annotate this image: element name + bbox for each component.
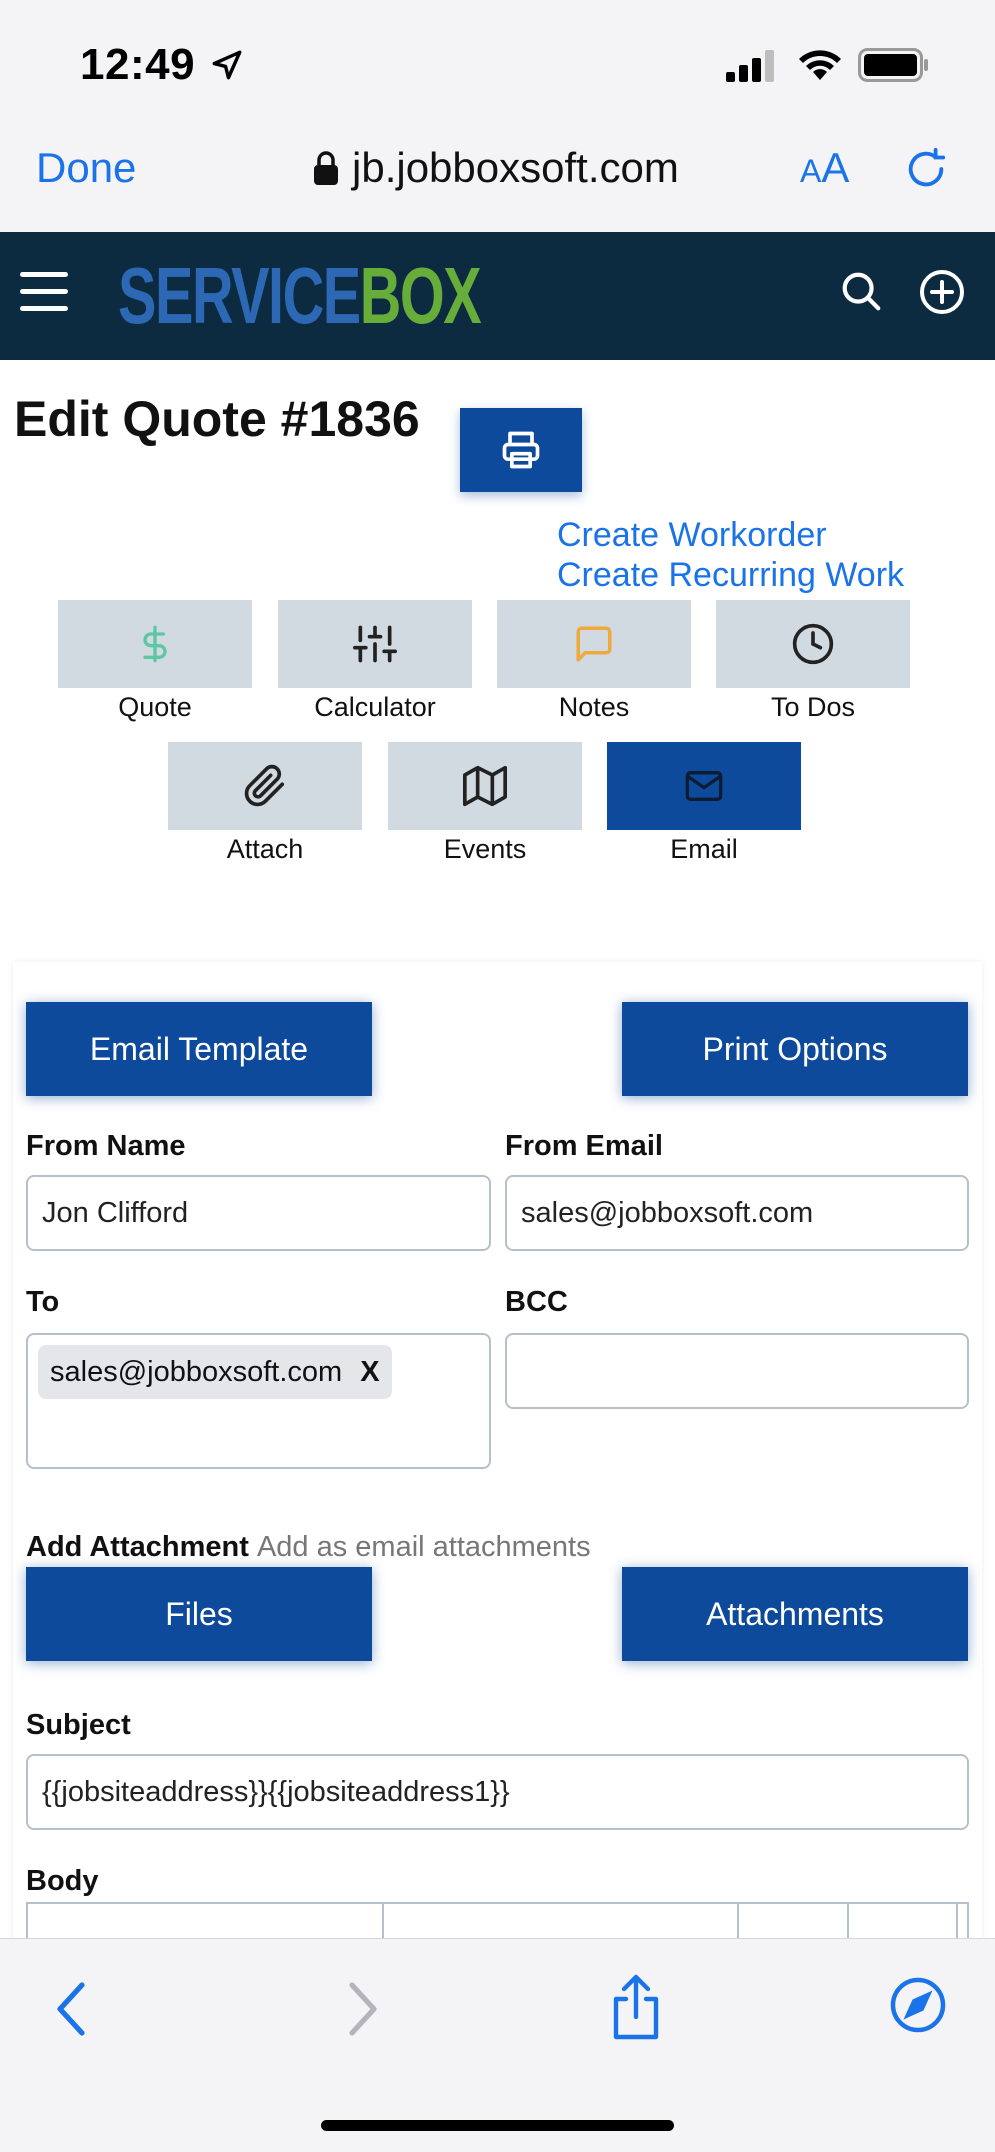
text-size-button[interactable]: AA <box>800 144 850 191</box>
message-square-icon <box>573 623 615 665</box>
bcc-label: BCC <box>505 1286 568 1318</box>
lock-icon <box>312 150 340 186</box>
back-icon[interactable] <box>52 1979 92 2039</box>
done-button[interactable]: Done <box>36 144 137 191</box>
mail-icon <box>682 766 726 806</box>
tab-email[interactable] <box>607 742 801 830</box>
tab-quote-label: Quote <box>118 692 192 722</box>
map-icon <box>463 764 507 808</box>
body-editor-toolbar[interactable] <box>26 1902 969 1942</box>
to-label: To <box>26 1286 60 1318</box>
print-button[interactable] <box>460 408 582 492</box>
tab-quote[interactable] <box>58 600 252 688</box>
email-template-button[interactable]: Email Template <box>26 1002 372 1096</box>
from-email-label: From Email <box>505 1130 663 1162</box>
share-icon[interactable] <box>608 1973 664 2041</box>
battery-icon <box>858 48 930 82</box>
from-name-label: From Name <box>26 1130 186 1162</box>
servicebox-logo: SERVICEBOX <box>118 251 481 340</box>
recipient-chip-text: sales@jobboxsoft.com <box>50 1355 343 1388</box>
paperclip-icon <box>243 764 287 808</box>
tab-attach[interactable] <box>168 742 362 830</box>
printer-icon <box>499 428 543 472</box>
tab-notes-label: Notes <box>558 692 630 722</box>
address-bar[interactable] <box>312 144 679 192</box>
tab-events-label: Events <box>443 834 527 864</box>
tab-to-dos[interactable] <box>716 600 910 688</box>
recipient-chip <box>38 1345 392 1399</box>
status-time: 12:49 <box>80 40 196 89</box>
from-name-field[interactable] <box>26 1175 491 1251</box>
create-recurring-work-link[interactable]: Create Recurring Work <box>557 556 905 594</box>
tab-to-dos-label: To Dos <box>770 692 856 722</box>
subject-label: Subject <box>26 1709 131 1741</box>
add-icon[interactable] <box>918 268 966 316</box>
tab-calculator-label: Calculator <box>314 692 436 722</box>
reload-icon[interactable] <box>903 146 949 192</box>
cellular-signal-icon <box>726 50 778 82</box>
page-title: Edit Quote #1836 <box>14 391 420 447</box>
browser-toolbar <box>0 110 995 232</box>
add-attachment-hint: Add as email attachments <box>256 1531 591 1563</box>
forward-icon[interactable] <box>342 1979 382 2039</box>
tab-notes[interactable] <box>497 600 691 688</box>
home-indicator <box>321 2120 674 2131</box>
tab-calculator[interactable] <box>278 600 472 688</box>
search-icon[interactable] <box>838 268 884 314</box>
location-arrow-icon <box>210 48 244 82</box>
from-email-field[interactable] <box>505 1175 969 1251</box>
tab-attach-label: Attach <box>226 834 304 864</box>
files-button[interactable]: Files <box>26 1567 372 1661</box>
add-attachment-label <box>26 1531 591 1564</box>
bcc-field[interactable] <box>505 1333 969 1409</box>
remove-recipient-button[interactable]: X <box>360 1355 380 1388</box>
tab-email-label: Email <box>670 834 738 864</box>
dollar-icon <box>135 622 175 666</box>
attachments-button[interactable]: Attachments <box>622 1567 968 1661</box>
body-label: Body <box>26 1865 99 1897</box>
to-field[interactable] <box>26 1333 491 1469</box>
compass-icon[interactable] <box>888 1975 948 2035</box>
tab-events[interactable] <box>388 742 582 830</box>
create-workorder-link[interactable]: Create Workorder <box>557 516 827 554</box>
clock-icon <box>791 622 835 666</box>
url-text: jb.jobboxsoft.com <box>352 144 679 191</box>
browser-bottom-toolbar <box>0 1938 995 2152</box>
sliders-icon <box>353 622 397 666</box>
add-attachment-title: Add Attachment <box>26 1531 249 1563</box>
wifi-icon <box>796 46 844 82</box>
subject-field[interactable] <box>26 1754 969 1830</box>
print-options-button[interactable]: Print Options <box>622 1002 968 1096</box>
menu-icon[interactable] <box>20 272 68 312</box>
